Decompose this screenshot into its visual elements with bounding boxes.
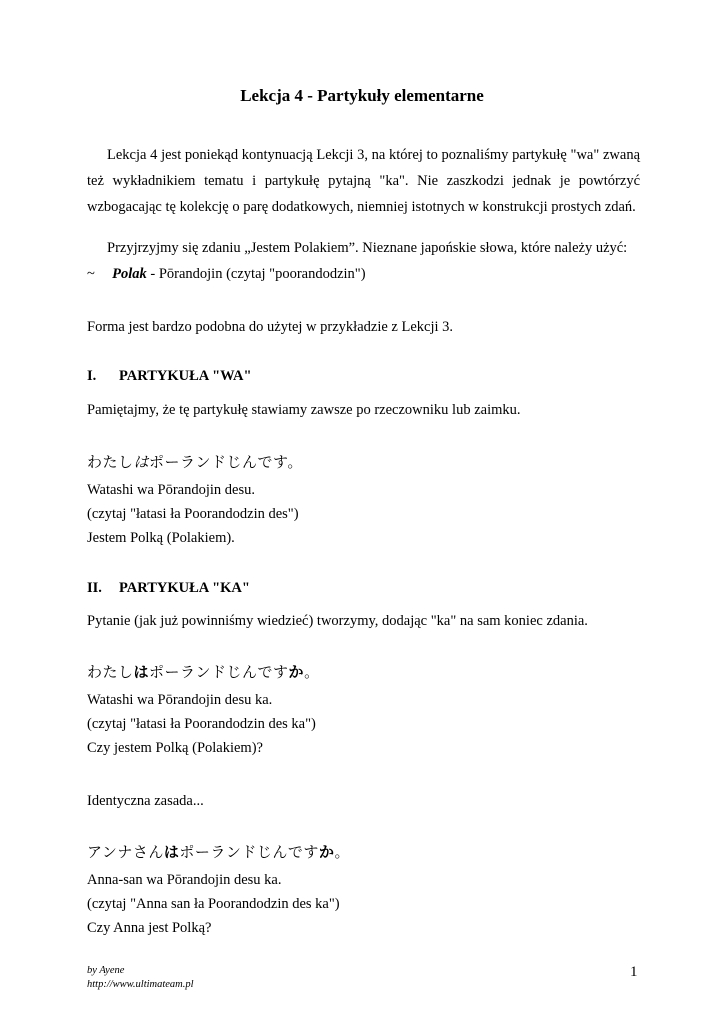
form-note: Forma jest bardzo podobna do użytej w przykładzie z Lekcji 3.: [87, 319, 454, 335]
section2-japanese: [87, 661, 320, 682]
section2-translation: Czy jestem Polką (Polakiem)?: [87, 740, 263, 756]
section1-romaji: Watashi wa Pōrandojin desu.: [87, 482, 255, 498]
jp-period: 。: [304, 663, 320, 681]
intro-text: Lekcja 4 jest poniekąd kontynuacją Lekcji 3, na której to poznaliśmy partykułę "wa" zwaną też wykładnikiem tematu i partykułę pytajną "ka". Nie zaszkodzi jednak je powtórzyć wzbogacając tę kolekcję o parę dodatkowych, niemniej istotnych w konstrukcji prostych zdań.: [87, 147, 640, 215]
footer-url: http://www.ultimateam.pl: [87, 979, 194, 990]
jp-particle-wa: は: [133, 453, 150, 471]
jp-subject: わたし: [87, 453, 134, 471]
section2-note: Pytanie (jak już powinniśmy wiedzieć) tworzymy, dodając "ka" na sam koniec zdania.: [87, 613, 588, 629]
section2-translation-2: Czy Anna jest Polką?: [87, 920, 212, 936]
footer-credits: [87, 964, 194, 992]
section2-heading: PARTYKUŁA "KA": [119, 580, 250, 596]
jp-particle-wa: は: [163, 843, 180, 861]
section2-reading-2: (czytaj "Anna san ła Poorandodzin des ka"): [87, 896, 340, 912]
vocab-definition: - Pōrandojin (czytaj "poorandodzin"): [146, 266, 366, 282]
jp-particle-ka: か: [288, 663, 305, 681]
jp-particle-wa: は: [133, 663, 150, 681]
jp-predicate: ポーランドじんです: [149, 663, 289, 681]
example-intro: Przyjrzyjmy się zdaniu „Jestem Polakiem”. Nieznane japońskie słowa, które należy użyć:: [107, 240, 628, 256]
page-title: Lekcja 4 - Partykuły elementarne: [240, 86, 484, 105]
jp-period: 。: [334, 843, 350, 861]
jp-predicate: ポーランドじんです: [179, 843, 319, 861]
vocab-line: [87, 264, 366, 284]
footer-author: by Ayene: [87, 965, 125, 976]
jp-predicate: ポーランドじんです。: [149, 453, 303, 471]
intro-paragraph: [87, 142, 640, 220]
section2-reading: (czytaj "łatasi ła Poorandodzin des ka"): [87, 716, 316, 732]
section1-note: Pamiętajmy, że tę partykułę stawiamy zawsze po rzeczowniku lub zaimku.: [87, 402, 521, 418]
page-number: 1: [630, 964, 638, 980]
section1-heading: PARTYKUŁA "WA": [119, 368, 252, 384]
vocab-bullet: ~: [87, 266, 95, 282]
jp-particle-ka: か: [318, 843, 335, 861]
vocab-word: Polak: [112, 266, 147, 282]
section2-romaji-2: Anna-san wa Pōrandojin desu ka.: [87, 872, 282, 888]
section1-translation: Jestem Polką (Polakiem).: [87, 530, 235, 546]
section2-number: II.: [87, 580, 102, 596]
section2-romaji: Watashi wa Pōrandojin desu ka.: [87, 692, 273, 708]
jp-subject: アンナさん: [87, 843, 164, 861]
section1-number: I.: [87, 368, 97, 384]
jp-subject: わたし: [87, 663, 134, 681]
section1-reading: (czytaj "łatasi ła Poorandodzin des"): [87, 506, 299, 522]
same-rule-note: Identyczna zasada...: [87, 793, 204, 809]
section1-japanese: [87, 451, 303, 472]
section2-japanese-2: [87, 841, 350, 862]
